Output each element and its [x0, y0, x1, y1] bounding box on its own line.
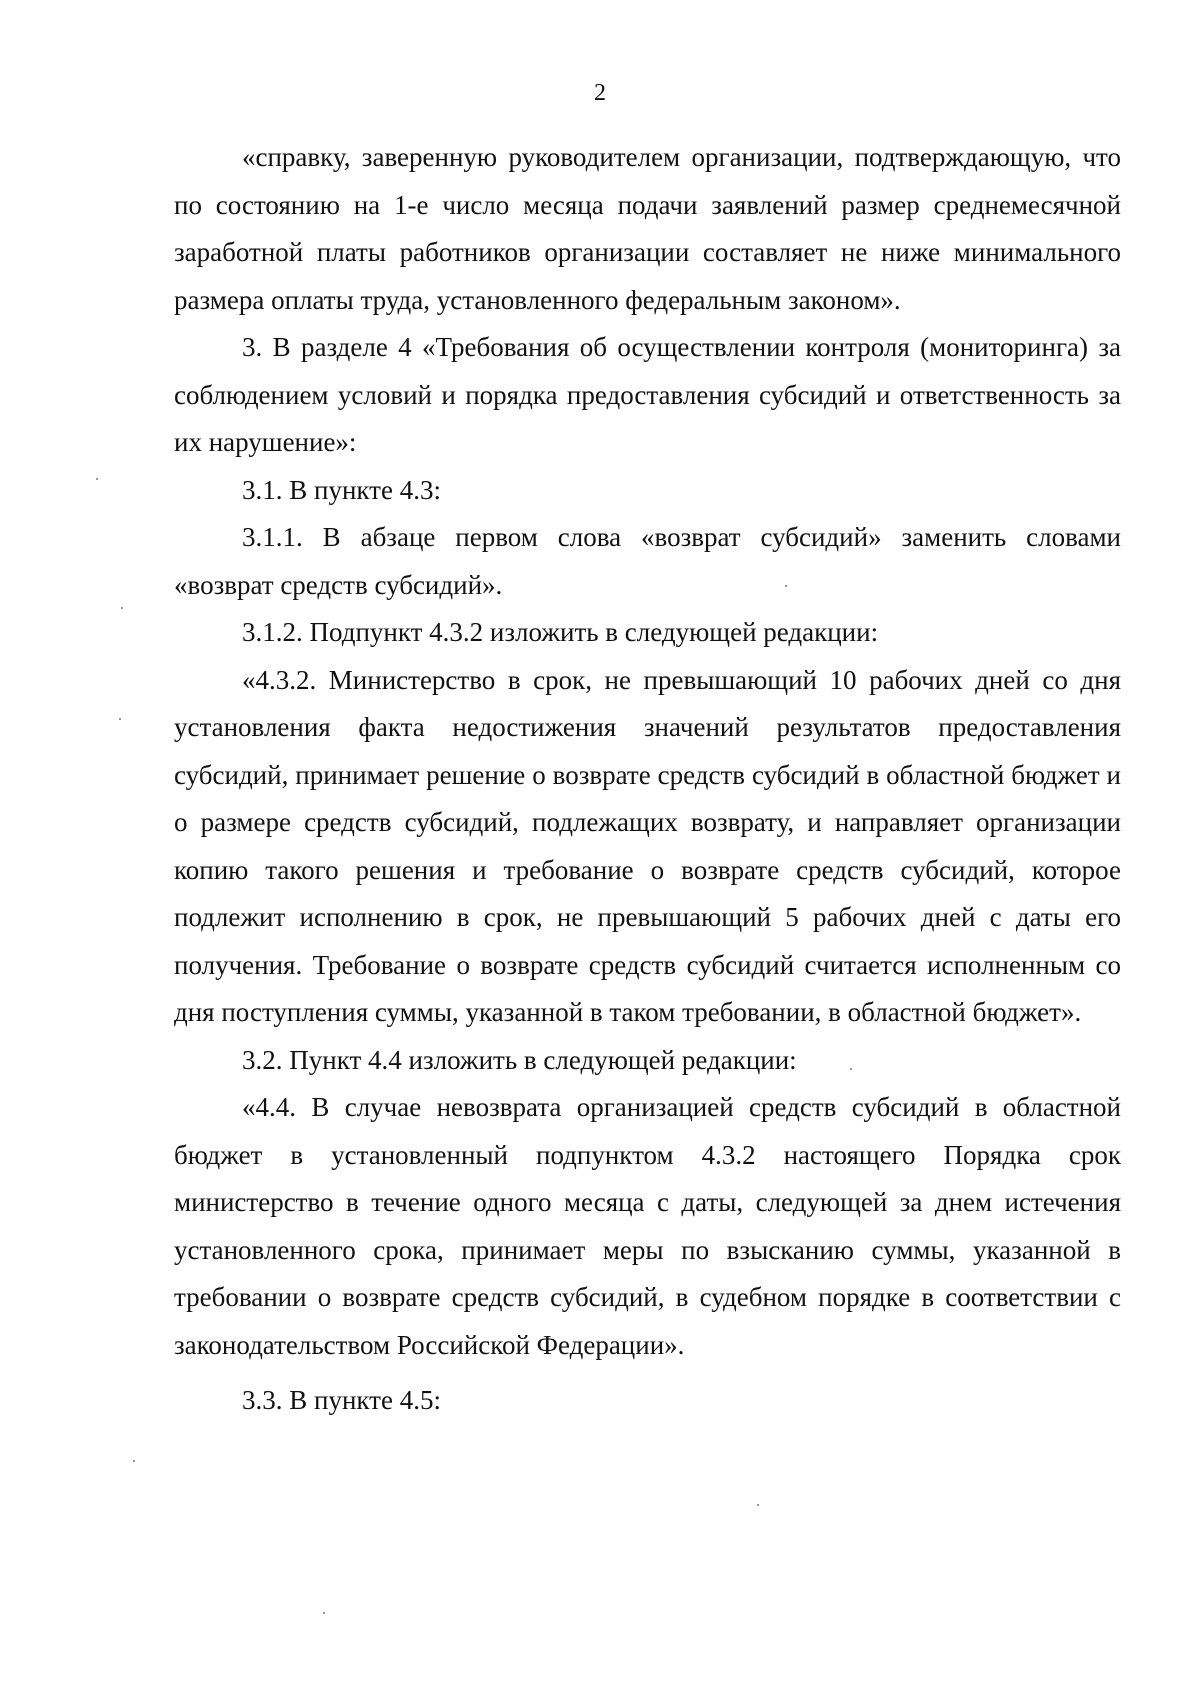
- scan-speck: [785, 585, 787, 587]
- paragraph-3-1-1: 3.1.1. В абзаце первом слова «возврат субсидий» заменить словами «возврат средств субсидий».: [174, 522, 1121, 600]
- scan-speck: [323, 1612, 325, 1614]
- paragraph-4-3-2-quote: «4.3.2. Министерство в срок, не превышающий 10 рабочих дней со дня установления факта недостижения значений результатов предоставления субсидий, принимает решение о возврате средств субсидий в областной бюджет и о размере средств субсидий, подлежащих возврату, и направляет организации копию такого решения и требование о возврате средств субсидий, которое подлежит исполнению в срок, не превышающий 5 рабочих дней с даты его получения. Требование о возврате средств субсидий считается исполненным со дня поступления суммы, указанной в таком требовании, в областной бюджет».: [174, 664, 1121, 1027]
- scan-speck: [133, 1460, 135, 1462]
- scan-speck: [850, 1068, 852, 1070]
- paragraph-certificate-quote: «справку, заверенную руководителем организации, подтверждающую, что по состоянию на 1-е число месяца подачи заявлений размер среднемесячной заработной платы работников организации составляет не ниже минимального размера оплаты труда, установленного федеральным законом».: [174, 142, 1121, 315]
- paragraph-4-4-quote: «4.4. В случае невозврата организацией средств субсидий в областной бюджет в установленный подпунктом 4.3.2 настоящего Порядка срок министерство в течение одного месяца с даты, следующей за днем истечения установленного срока, принимает меры по взысканию суммы, указанной в требовании о возврате средств субсидий, в судебном порядке в соответствии с законодательством Российской Федерации».: [174, 1092, 1121, 1360]
- document-body: [174, 134, 1121, 1425]
- paragraph-section-4: 3. В разделе 4 «Требования об осуществлении контроля (мониторинга) за соблюдением условий и порядка предоставления субсидий и ответственность за их нарушение»:: [174, 332, 1121, 457]
- scan-speck: [119, 718, 121, 720]
- paragraph-3-1: 3.1. В пункте 4.3:: [242, 474, 441, 505]
- paragraph-3-3: 3.3. В пункте 4.5:: [242, 1385, 441, 1415]
- paragraph-3-2: 3.2. Пункт 4.4 изложить в следующей редакции:: [242, 1044, 797, 1075]
- scan-speck: [757, 1504, 759, 1506]
- paragraph-3-1-2: 3.1.2. Подпункт 4.3.2 изложить в следующей редакции:: [242, 617, 879, 647]
- scan-speck: [96, 478, 98, 480]
- page-number: 2: [594, 80, 606, 106]
- scan-speck: [121, 607, 123, 609]
